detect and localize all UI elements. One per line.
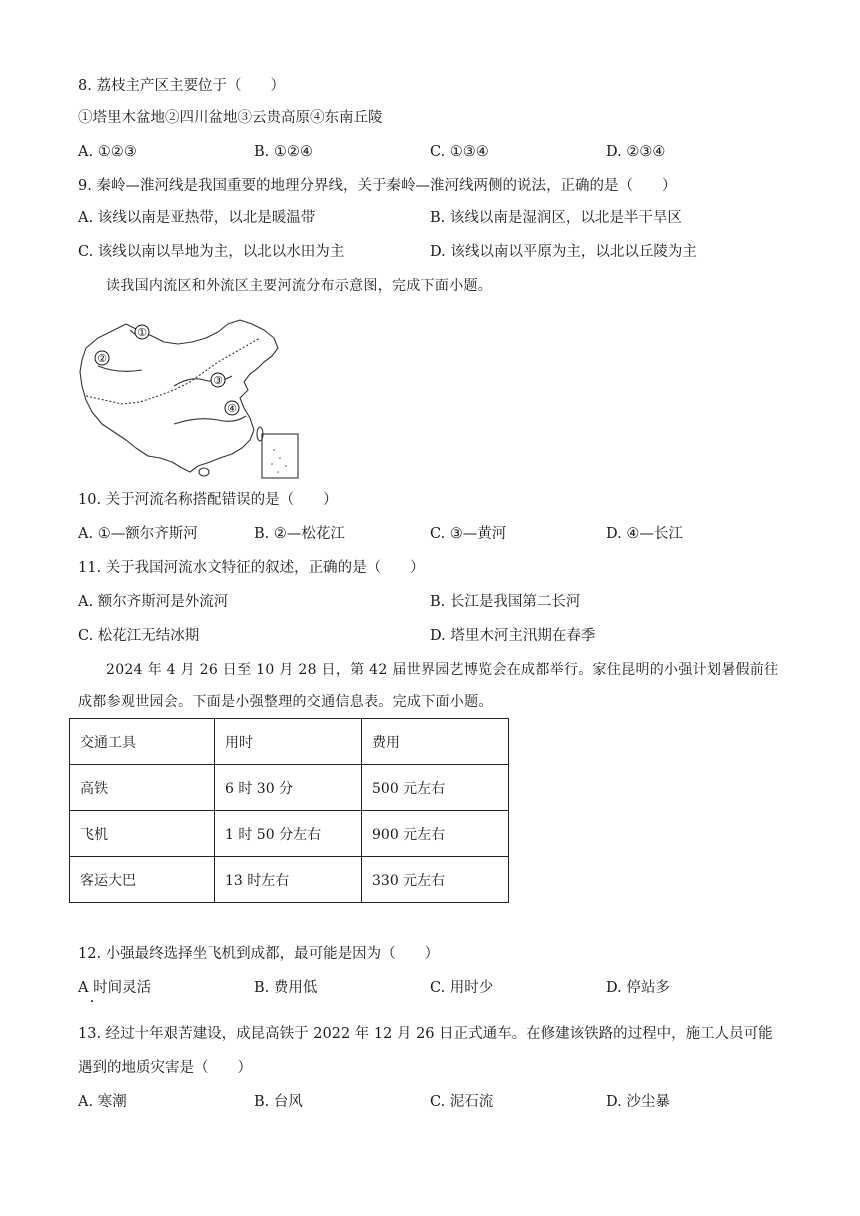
q12-stem: 12. 小强最终选择坐飞机到成都，最可能是因为（ ） [78, 946, 440, 962]
q11-option-a[interactable]: A. 额尔齐斯河是外流河 [78, 594, 229, 610]
table-cell: 500 元左右 [362, 765, 509, 811]
q13-stem-line1: 13. 经过十年艰苦建设，成昆高铁于 2022 年 12 月 26 日正式通车。在修建该铁路的过程中，施工人员可能 [78, 1026, 773, 1042]
table-cell: 1 时 50 分左右 [215, 811, 362, 857]
table-cell: 13 时左右 [215, 857, 362, 903]
map-label-4: ④ [227, 402, 237, 415]
river-2 [98, 366, 142, 371]
q9-stem: 9. 秦岭—淮河线是我国重要的地理分界线，关于秦岭—淮河线两侧的说法，正确的是（ ） [78, 178, 677, 194]
q11-stem: 11. 关于我国河流水文特征的叙述，正确的是（ ） [78, 560, 425, 576]
q10-option-b[interactable]: B. ②—松花江 [254, 526, 345, 542]
china-river-map [78, 316, 304, 480]
q10-option-c[interactable]: C. ③—黄河 [430, 526, 507, 542]
q8-stem: 8. 荔枝主产区主要位于（ ） [78, 78, 285, 94]
table-cell: 330 元左右 [362, 857, 509, 903]
map-label-2: ② [97, 352, 107, 365]
table-cell: 6 时 30 分 [215, 765, 362, 811]
map-label-3: ③ [213, 374, 223, 387]
q11-option-d[interactable]: D. 塔里木河主汛期在春季 [430, 628, 596, 644]
map-label-1: ① [137, 326, 147, 339]
q10-option-d[interactable]: D. ④—长江 [606, 526, 683, 542]
q12-option-b[interactable]: B. 费用低 [254, 980, 318, 996]
q13-stem-line2: 遇到的地质灾害是（ ） [78, 1060, 252, 1076]
q12-option-a[interactable]: A 时间灵活 [78, 980, 152, 996]
table-header-cell: 用时 [215, 719, 362, 765]
table-cell: 高铁 [70, 765, 215, 811]
q13-option-d[interactable]: D. 沙尘暴 [606, 1094, 670, 1110]
expo-intro-line2: 成都参观世园会。下面是小强整理的交通信息表。完成下面小题。 [78, 694, 493, 710]
table-row [70, 811, 509, 857]
q11-option-c[interactable]: C. 松花江无结冰期 [78, 628, 200, 644]
q8-items: ①塔里木盆地②四川盆地③云贵高原④东南丘陵 [78, 110, 383, 126]
q11-option-b[interactable]: B. 长江是我国第二长河 [430, 594, 581, 610]
table-row [70, 857, 509, 903]
table-header-cell: 交通工具 [70, 719, 215, 765]
hainan-island [199, 468, 209, 476]
table-cell: 飞机 [70, 811, 215, 857]
q13-option-b[interactable]: B. 台风 [254, 1094, 303, 1110]
china-outline [80, 320, 278, 472]
q13-option-a[interactable]: A. 寒潮 [78, 1094, 127, 1110]
table-cell: 900 元左右 [362, 811, 509, 857]
q12-option-d[interactable]: D. 停站多 [606, 980, 670, 996]
transit-info-table [69, 718, 509, 903]
drainage-boundary [86, 338, 260, 404]
q8-option-b[interactable]: B. ①②④ [254, 144, 313, 160]
map-intro: 读我国内流区和外流区主要河流分布示意图，完成下面小题。 [106, 278, 493, 294]
q9-option-b[interactable]: B. 该线以南是湿润区，以北是半干旱区 [430, 210, 682, 226]
q8-option-c[interactable]: C. ①③④ [430, 144, 489, 160]
table-row [70, 765, 509, 811]
q9-option-a[interactable]: A. 该线以南是亚热带，以北是暖温带 [78, 210, 316, 226]
south-china-sea-inset [262, 434, 298, 478]
river-4 [174, 416, 246, 424]
q8-option-d[interactable]: D. ②③④ [606, 144, 666, 160]
table-cell: 客运大巴 [70, 857, 215, 903]
table-header-cell: 费用 [362, 719, 509, 765]
expo-intro-line1: 2024 年 4 月 26 日至 10 月 28 日，第 42 届世界园艺博览会在成都举行。家住昆明的小强计划暑假前往 [106, 662, 779, 678]
stray-dot [91, 1000, 93, 1002]
q10-stem: 10. 关于河流名称搭配错误的是（ ） [78, 492, 338, 508]
q12-option-c[interactable]: C. 用时少 [430, 980, 494, 996]
q9-option-d[interactable]: D. 该线以南以平原为主，以北以丘陵为主 [430, 244, 697, 260]
q9-option-c[interactable]: C. 该线以南以旱地为主，以北以水田为主 [78, 244, 345, 260]
q13-option-c[interactable]: C. 泥石流 [430, 1094, 494, 1110]
table-header-row [70, 719, 509, 765]
q8-option-a[interactable]: A. ①②③ [78, 144, 137, 160]
q10-option-a[interactable]: A. ①—额尔齐斯河 [78, 526, 198, 542]
